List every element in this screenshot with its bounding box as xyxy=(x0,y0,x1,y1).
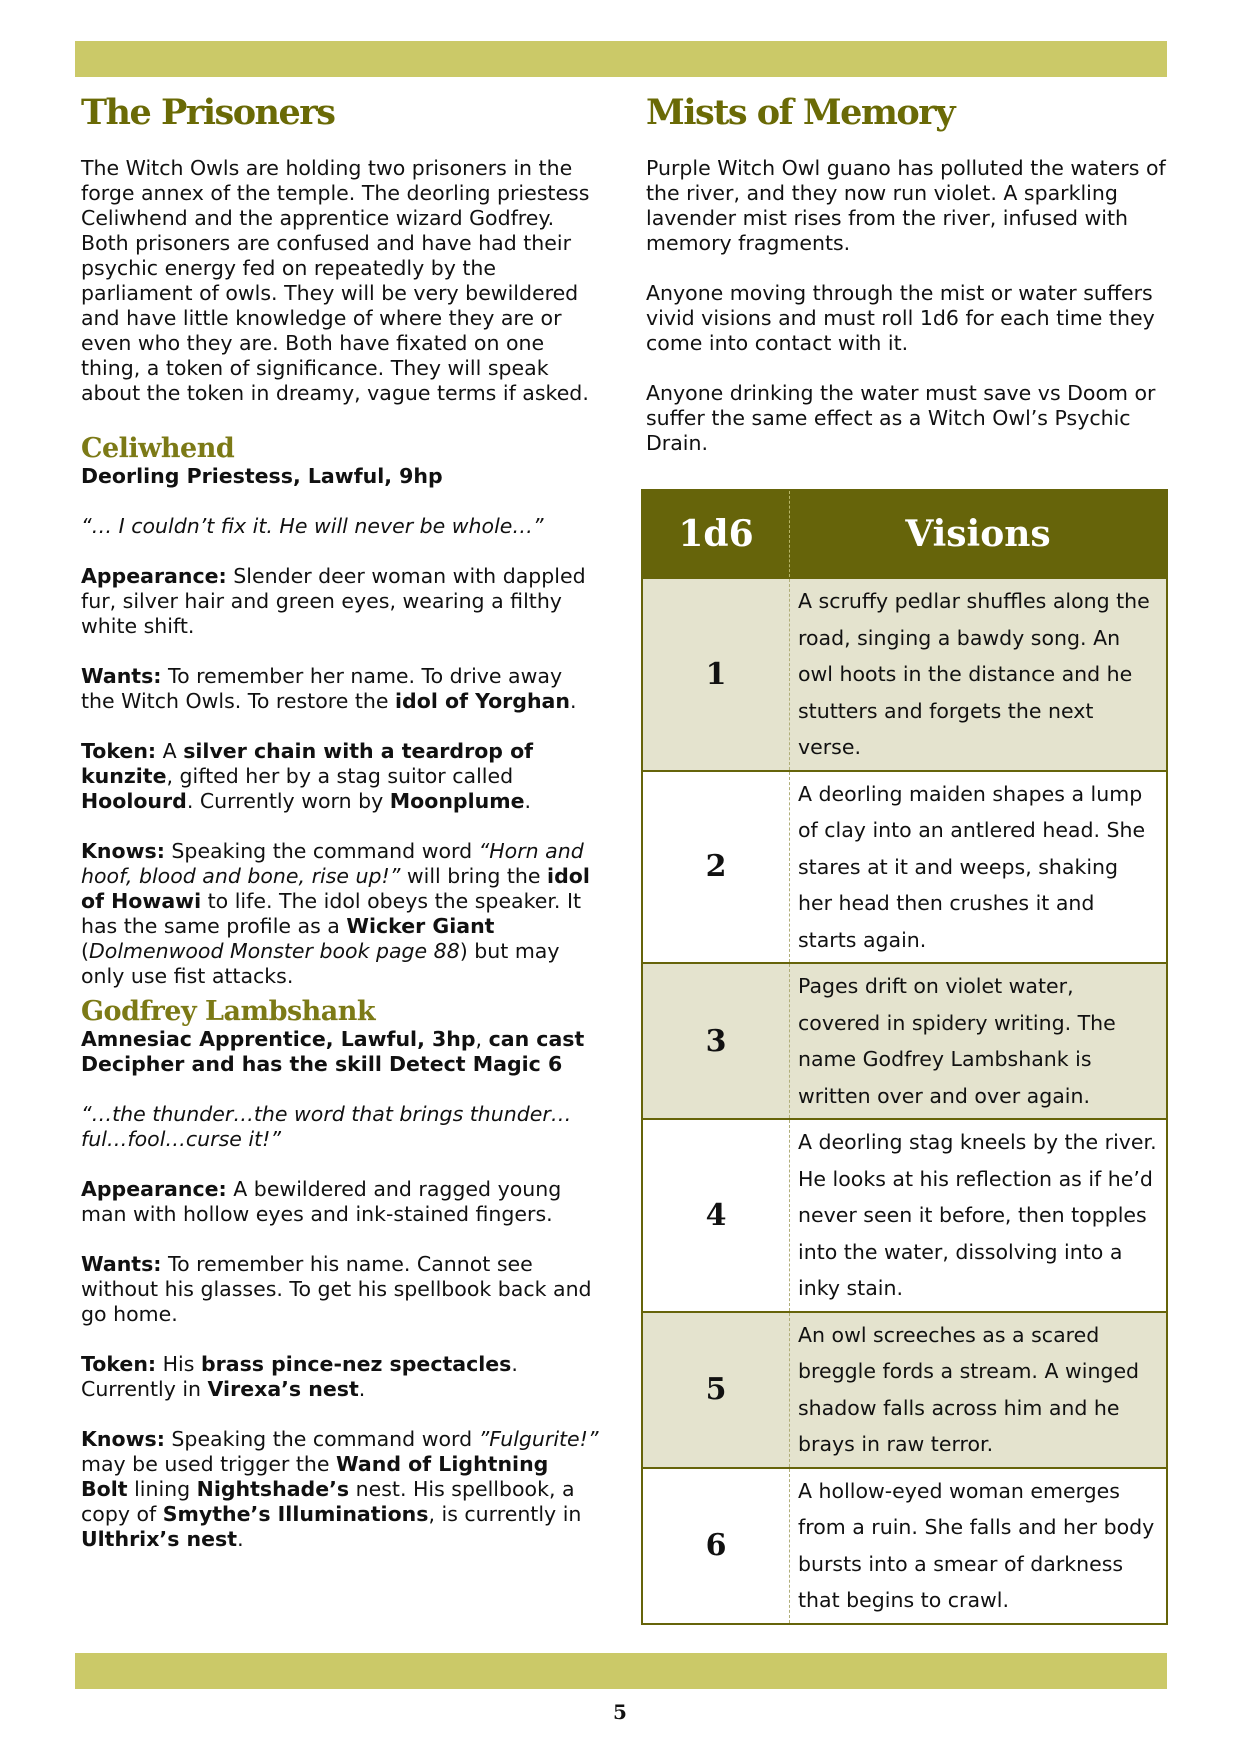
roll-number: 4 xyxy=(642,1119,790,1312)
vision-text: A deorling maiden shapes a lump of clay into an antlered head. She stares at it and weeps, shaking her head then crushes it and starts again. xyxy=(790,771,1168,964)
godfrey-token: Token: His brass pince-nez spectacles. Currently in Virexa’s nest. xyxy=(81,1352,518,1401)
visions-column-header: Visions xyxy=(790,490,1168,578)
roll-number: 6 xyxy=(642,1468,790,1624)
vision-text: A hollow-eyed woman emerges from a ruin. She falls and her body bursts into a smear of darkness that begins to crawl. xyxy=(790,1468,1168,1624)
table-row xyxy=(642,1119,1167,1312)
roll-number: 3 xyxy=(642,963,790,1119)
roll-number: 1 xyxy=(642,578,790,771)
celiwhend-wants: Wants: To remember her name. To drive away the Witch Owls. To restore the idol of Yorghan. xyxy=(81,664,577,713)
vision-text: A deorling stag kneels by the river. He looks at his reflection as if he’d never seen it before, then topples into the water, dissolving into a inky stain. xyxy=(790,1119,1168,1312)
godfrey-appearance: Appearance: A bewildered and ragged young man with hollow eyes and ink-stained fingers. xyxy=(81,1177,562,1226)
page-number: 5 xyxy=(613,1700,627,1724)
vision-text: Pages drift on violet water, covered in spidery writing. The name Godfrey Lambshank is written over and over again. xyxy=(790,963,1168,1119)
die-column-header: 1d6 xyxy=(642,490,790,578)
celiwhend-stats: Deorling Priestess, Lawful, 9hp xyxy=(81,464,443,488)
header-band xyxy=(75,41,1167,77)
mists-paragraph-3: Anyone drinking the water must save vs Doom or suffer the same effect as a Witch Owl’s Psychic Drain. xyxy=(646,381,1156,455)
table-row xyxy=(642,1312,1167,1468)
celiwhend-quote: “… I couldn’t fix it. He will never be whole…” xyxy=(81,514,544,538)
mists-paragraph-2: Anyone moving through the mist or water suffers vivid visions and must roll 1d6 for each time they come into contact with it. xyxy=(646,281,1155,355)
left-column xyxy=(81,90,601,1552)
celiwhend-token: Token: A silver chain with a teardrop of kunzite, gifted her by a stag suitor called Hoolourd. Currently worn by Moonplume. xyxy=(81,739,534,813)
table-row xyxy=(642,771,1167,964)
godfrey-knows: Knows: Speaking the command word ”Fulgurite!” may be used trigger the Wand of Lightning Bolt lining Nightshade’s nest. His spellbook, a copy of Smythe’s Illuminations, is currently in Ulthrix’s nest. xyxy=(81,1427,599,1551)
prisoners-intro: The Witch Owls are holding two prisoners in the forge annex of the temple. The deorling priestess Celiwhend and the apprentice wizard Godfrey. Both prisoners are confused and have had their psychic energy fed on repeatedly by the parliament of owls. They will be very bewildered and have little knowledge of where they are or even who they are. Both have fixated on one thing, a token of significance. They will speak about the token in dreamy, vague terms if asked. xyxy=(81,156,590,405)
vision-text: A scruffy pedlar shuffles along the road, singing a bawdy song. An owl hoots in the distance and he stutters and forgets the next verse. xyxy=(790,578,1168,771)
godfrey-stats: Amnesiac Apprentice, Lawful, 3hp, can cast Decipher and has the skill Detect Magic 6 xyxy=(81,1027,585,1076)
celiwhend-appearance: Appearance: Slender deer woman with dappled fur, silver hair and green eyes, wearing a filthy white shift. xyxy=(81,564,586,638)
footer-band xyxy=(75,1653,1167,1689)
godfrey-quote: “…the thunder…the word that brings thunder…ful…fool…curse it!” xyxy=(81,1102,572,1151)
godfrey-wants: Wants: To remember his name. Cannot see without his glasses. To get his spellbook back and go home. xyxy=(81,1252,592,1326)
table-row xyxy=(642,1468,1167,1624)
right-column xyxy=(646,90,1171,456)
celiwhend-heading: Celiwhend xyxy=(81,433,235,464)
visions-table-header xyxy=(642,490,1167,578)
roll-number: 2 xyxy=(642,771,790,964)
prisoners-heading: The Prisoners xyxy=(81,92,335,133)
table-row xyxy=(642,578,1167,771)
vision-text: An owl screeches as a scared breggle fords a stream. A winged shadow falls across him and he brays in raw terror. xyxy=(790,1312,1168,1468)
mists-paragraph-1: Purple Witch Owl guano has polluted the waters of the river, and they now run violet. A sparkling lavender mist rises from the river, infused with memory fragments. xyxy=(646,156,1166,255)
roll-number: 5 xyxy=(642,1312,790,1468)
table-row xyxy=(642,963,1167,1119)
godfrey-heading: Godfrey Lambshank xyxy=(81,996,376,1027)
celiwhend-knows: Knows: Speaking the command word “Horn and hoof, blood and bone, rise up!” will bring the idol of Howawi to life. The idol obeys the speaker. It has the same profile as a Wicker Giant (Dolmenwood Monster book page 88) but may only use fist attacks. xyxy=(81,839,590,988)
mists-heading: Mists of Memory xyxy=(646,92,955,133)
visions-table xyxy=(641,489,1168,1625)
